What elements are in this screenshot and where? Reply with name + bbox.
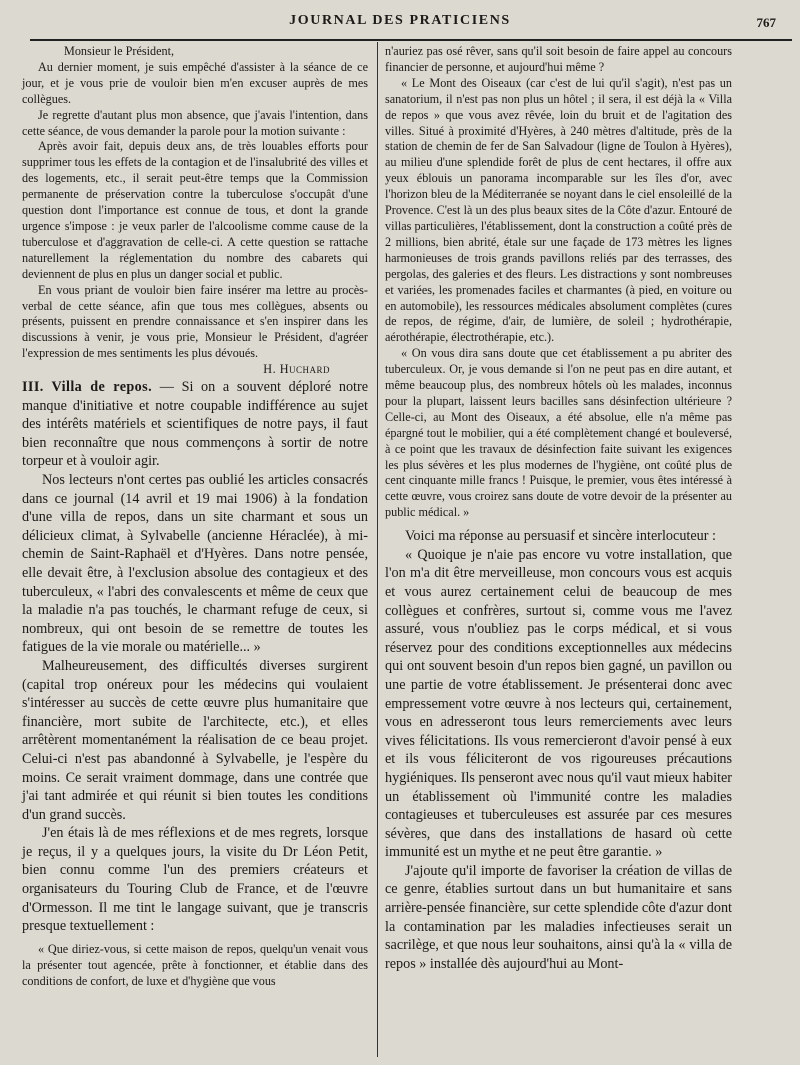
running-head — [0, 6, 800, 36]
letter-paragraph: En vous priant de vouloir bien faire insérer ma lettre au procès-verbal de cette séance, afin que tous mes collègues, absents ou présents, puissent en prendre connaissance et s'en inspirer dans les discussions à venir, je vous prie, Monsieur le Président, d'agréer l'expression de mes sentiments les plus dévoués. — [22, 282, 368, 361]
article-paragraph: « Quoique je n'aie pas encore vu votre installation, que l'on m'a dit être merveilleuse, mon concours vous est acquis et vous aurez certainement celui de beaucoup de mes collègues et confrères, surtout si, comme vous me l'avez assuré, vous n'oubliez pas le corps médical, et si vous réservez pour des conditions exceptionnelles aux médecins qui ont souvent besoin d'un repos bien gagné, un pavillon ou une partie de votre établissement. Je présenterai donc avec empressement votre œuvre à nos lecteurs qui, certainement, vous en adresseront tous leurs remerciements avec leurs vives félicitations. Ils vous remercieront d'avoir pensé à eux et ils vous féliciteront de vos rigoureuses précautions hygiéniques. Ils penseront avec nous qu'il vaut mieux habiter un établissement où l'immunité contre les maladies contagieuses et tuberculeuses est assurée par ces mesures sévères, que dans des installations de hasard où cette immunité est un mythe et ne peut être garantie. » — [385, 546, 732, 861]
letter-salutation: Monsieur le Président, — [64, 44, 175, 58]
section-intro-paragraph — [22, 378, 368, 471]
letter-signature: H. Huchard — [263, 362, 330, 377]
quote-paragraph: « On vous dira sans doute que cet établissement a pu abriter des tuberculeux. Or, je vous demande si l'on ne peut pas en dire autant, et même beaucoup plus, des nombreux hôtels où les malades, inconnus pour la plupart, laissent leurs bacilles sans désinfection ultérieure ? Celle-ci, au Mont des Oiseaux, a été absolue, elle n'a même pas épargné tout le mobilier, qui a été complètement changé et bouleversé, à ce point que les travaux de désinfection faite suivant les exigences les plus sévères et les plus modernes de l'hygiène, ont coûté plus de cent cinquante mille francs ! Puisque, le premier, vous êtes intéressé à cette œuvre, vous croirez sans doute de votre devoir de la présenter au public médical. » — [385, 346, 732, 520]
letter-paragraph: Au dernier moment, je suis empêché d'assister à la séance de ce jour, et je vous prie de vouloir bien m'en excuser auprès de mes collègues. — [22, 59, 368, 106]
journal-title: JOURNAL DES PRATICIENS — [289, 13, 511, 28]
right-column — [385, 44, 732, 973]
article-paragraph: J'en étais là de mes réflexions et de mes regrets, lorsque je reçus, il y a quelques jours, la visite du Dr Léon Petit, bien connu comme l'un des premiers créateurs et organisateurs du Touring Club de France, et de l'œuvre d'Ormesson. Il me tint le langage suivant, que je transcris presque textuellement : — [22, 825, 368, 935]
section-heading: III. Villa de repos. — [22, 379, 153, 396]
header-rule — [30, 39, 792, 41]
article-paragraph: J'ajoute qu'il importe de favoriser la création de villas de ce genre, établies surtout dans un but humanitaire et sans arrière-pensée financière, sur cette splendide côte d'azur dont la contamination par les maladies infectieuses serait un sacrilège, et que nous leur souhaitons, ainsi qu'à la « villa de repos » installée dès aujourd'hui au Mont- — [385, 862, 732, 972]
article-paragraph: Malheureusement, des difficultés diverses surgirent (capital trop onéreux pour les médecins qui voulaient s'intéresser au succès de cette œuvre plus humanitaire que financière, mort subite de l'architecte, etc.), et elles arrêtèrent momentanément la réalisation de ce beau projet. Celui-ci n'est pas abandonné à Sylvabelle, je l'espère du moins. Ce serait vraiment dommage, dans une contrée que j'ai tant admirée et qui réunit si bien toutes les conditions d'un grand succès. — [22, 657, 368, 823]
quote-paragraph: « Le Mont des Oiseaux (car c'est de lui qu'il s'agit), n'est pas un sanatorium, il n'est pas non plus un hôtel ; il sera, il est déjà la « Villa de repos » que vous avez rêvée, loin du bruit et de l'agitation des villes. Situé à proximité d'Hyères, à 240 mètres d'altitude, près de la station de chemin de fer de San Salvadour (ligne de Toulon à Hyères), au milieu d'une splendide forêt de plus de cent hectares, il offre aux yeux éblouis un panorama incomparable sur les îles d'or, avec l'horizon bleu de la Méditerranée se noyant dans le ciel ensoleillé de la Provence. C'est là un des plus beaux sites de la Côte d'azur. Entouré de villas particulières, l'établissement, dont la construction a coûté près de 2 millions, bien abrité, étale sur une façade de 173 mètres les lignes harmonieuses de trois grands pavillons reliés par des terrasses, des pergolas, des galeries et des fleurs. Les distractions y sont nombreuses et variées, les promenades faciles et charmantes (à pied, en voiture ou en automobile), les ressources médicales absolument complètes (cures de repos, de régime, d'air, de lumière, de soleil ; hydrothérapie, aérothérapie, électrothérapie, etc.). — [385, 75, 732, 345]
left-column — [22, 44, 368, 990]
article-paragraph: Nos lecteurs n'ont certes pas oublié les articles consacrés dans ce journal (14 avril et 19 mai 1906) à la fondation d'une villa de repos, dans un site charmant et sous un délicieux climat, à Sylvabelle (ancienne Héraclée), à mi-chemin de Saint-Raphaël et d'Hyères. Dans notre pensée, elle devait être, à l'exclusion absolue des contagieux et des tuberculeux, « l'abri des convalescents et même de ceux que la maladie n'a pas touchés, le charmant refuge de ceux, si nombreux, qui ont besoin de se remettre de toutes les fatigues de la vie morale ou matérielle... » — [22, 472, 368, 656]
quote-paragraph: n'auriez pas osé rêver, sans qu'il soit besoin de faire appel au concours financier de personne, et aujourd'hui même ? — [385, 44, 732, 74]
section-intro-text: — Si on a souvent déploré notre manque d'initiative et notre coupable indifférence au sujet des intérêts matériels et scientifiques de notre pays, il faut bien reconnaître que nous commençons à sortir de notre torpeur et à vouloir agir. — [22, 379, 368, 470]
page-number: 767 — [756, 15, 776, 30]
article-paragraph: Voici ma réponse au persuasif et sincère interlocuteur : — [405, 528, 716, 545]
letter-paragraph: Je regrette d'autant plus mon absence, que j'avais l'intention, dans cette séance, de vous demander la parole pour la motion suivante : — [22, 107, 368, 138]
column-divider — [377, 42, 378, 1057]
quote-paragraph: « Que diriez-vous, si cette maison de repos, quelqu'un venait vous la présenter tout agencée, prête à fonctionner, et établie dans des conditions de confort, de luxe et d'hygiène que vous — [22, 941, 368, 988]
letter-paragraph: Après avoir fait, depuis deux ans, de très louables efforts pour supprimer tous les effets de la contagion et de l'insalubrité des villes et des logements, etc., il serait peut-être temps que la Commission permanente de préservation contre la tuberculose s'occupât d'une question dont l'importance est connue de tous, et dont la grande urgence s'impose : je veux parler de l'alcoolisme comme cause de la tuberculose et d'aggravation de celle-ci. A cette question se rattache naturellement la réglementation du nombre des cabarets qui deviennent de plus en plus un danger social et public. — [22, 139, 368, 281]
